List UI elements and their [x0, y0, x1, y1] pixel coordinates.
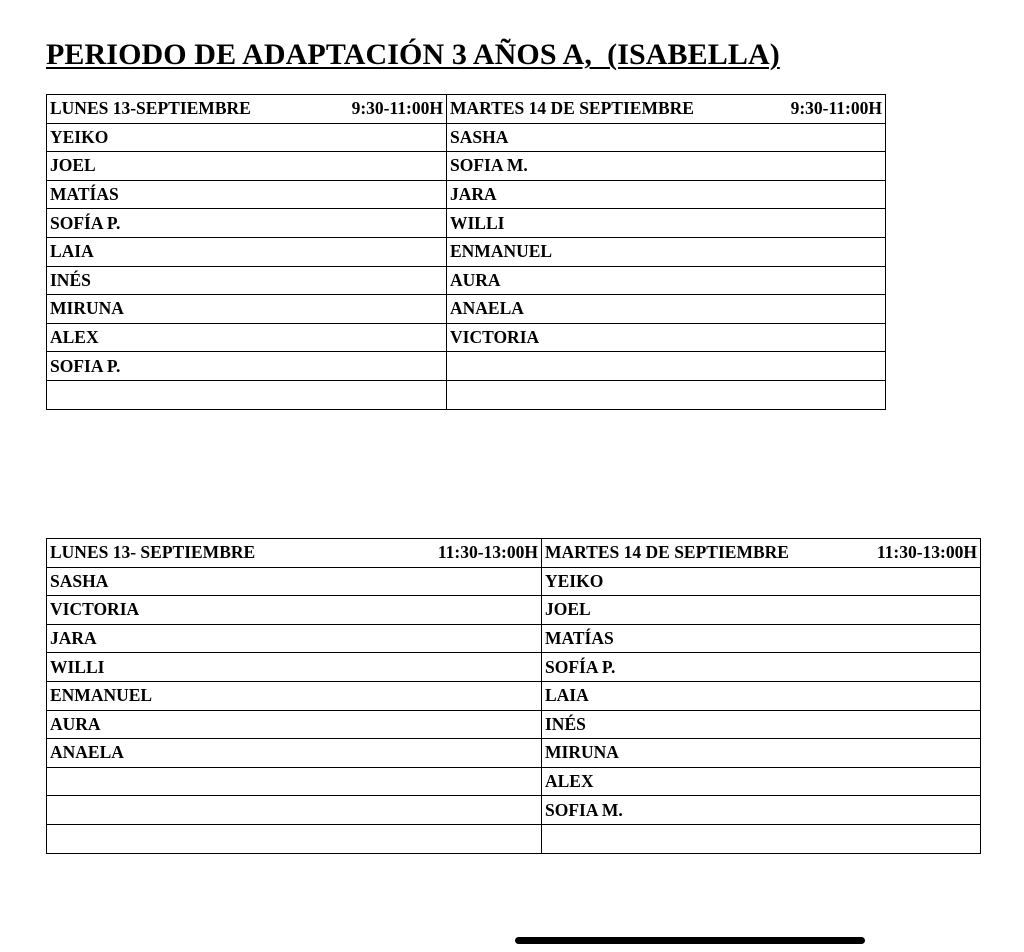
student-name-cell — [47, 767, 542, 796]
student-name-cell: SOFÍA P. — [542, 653, 981, 682]
student-name-cell — [47, 796, 542, 825]
table-row — [47, 123, 886, 152]
student-name-cell: INÉS — [47, 266, 447, 295]
table-row — [47, 295, 886, 324]
table-row — [47, 266, 886, 295]
student-name-cell: SOFIA P. — [47, 352, 447, 381]
table-row — [47, 681, 981, 710]
header-day: LUNES 13-SEPTIEMBRE — [50, 98, 251, 119]
header-cell-tuesday — [542, 539, 981, 568]
table-row — [47, 180, 886, 209]
student-name-cell: SASHA — [47, 567, 542, 596]
table-header-row — [47, 539, 981, 568]
student-name-cell: SOFIA M. — [542, 796, 981, 825]
table-row — [47, 653, 981, 682]
table-row — [47, 796, 981, 825]
student-name-cell: YEIKO — [542, 567, 981, 596]
student-name-cell — [447, 352, 886, 381]
student-name-cell: AURA — [47, 710, 542, 739]
table-row — [47, 596, 981, 625]
student-name-cell — [47, 380, 447, 409]
table-row — [47, 624, 981, 653]
header-day: MARTES 14 DE SEPTIEMBRE — [450, 98, 694, 119]
table-row — [47, 767, 981, 796]
student-name-cell: ENMANUEL — [447, 237, 886, 266]
student-name-cell — [542, 824, 981, 853]
student-name-cell: JARA — [447, 180, 886, 209]
header-day: LUNES 13- SEPTIEMBRE — [50, 542, 256, 563]
table-header-row — [47, 95, 886, 124]
header-time: 11:30-13:00H — [876, 542, 977, 563]
student-name-cell: LAIA — [542, 681, 981, 710]
student-name-cell: WILLI — [447, 209, 886, 238]
student-name-cell — [447, 380, 886, 409]
student-name-cell: INÉS — [542, 710, 981, 739]
header-cell-tuesday — [447, 95, 886, 124]
student-name-cell: WILLI — [47, 653, 542, 682]
table-row — [47, 352, 886, 381]
student-name-cell: MIRUNA — [47, 295, 447, 324]
schedule-table-midday — [46, 538, 981, 854]
student-name-cell: VICTORIA — [447, 323, 886, 352]
header-time: 9:30-11:00H — [790, 98, 882, 119]
student-name-cell: JARA — [47, 624, 542, 653]
student-name-cell: JOEL — [47, 152, 447, 181]
student-name-cell: ALEX — [542, 767, 981, 796]
student-name-cell: MIRUNA — [542, 739, 981, 768]
table-row — [47, 710, 981, 739]
table-row — [47, 380, 886, 409]
home-indicator-bar — [515, 937, 865, 944]
student-name-cell: JOEL — [542, 596, 981, 625]
student-name-cell — [47, 824, 542, 853]
table-row — [47, 824, 981, 853]
student-name-cell: ENMANUEL — [47, 681, 542, 710]
table-row — [47, 152, 886, 181]
header-day: MARTES 14 DE SEPTIEMBRE — [545, 542, 789, 563]
student-name-cell: SOFÍA P. — [47, 209, 447, 238]
student-name-cell: MATÍAS — [542, 624, 981, 653]
student-name-cell: SOFIA M. — [447, 152, 886, 181]
student-name-cell: YEIKO — [47, 123, 447, 152]
table-row — [47, 567, 981, 596]
table-row — [47, 209, 886, 238]
student-name-cell: MATÍAS — [47, 180, 447, 209]
page-title: PERIODO DE ADAPTACIÓN 3 AÑOS A, (ISABELLA) — [46, 38, 780, 71]
student-name-cell: ALEX — [47, 323, 447, 352]
table-row — [47, 739, 981, 768]
student-name-cell: ANAELA — [47, 739, 542, 768]
student-name-cell: SASHA — [447, 123, 886, 152]
table-row — [47, 323, 886, 352]
header-time: 11:30-13:00H — [437, 542, 538, 563]
header-cell-monday — [47, 95, 447, 124]
header-cell-monday — [47, 539, 542, 568]
student-name-cell: ANAELA — [447, 295, 886, 324]
student-name-cell: LAIA — [47, 237, 447, 266]
student-name-cell: VICTORIA — [47, 596, 542, 625]
table-row — [47, 237, 886, 266]
schedule-table-morning — [46, 94, 886, 410]
header-time: 9:30-11:00H — [351, 98, 443, 119]
student-name-cell: AURA — [447, 266, 886, 295]
